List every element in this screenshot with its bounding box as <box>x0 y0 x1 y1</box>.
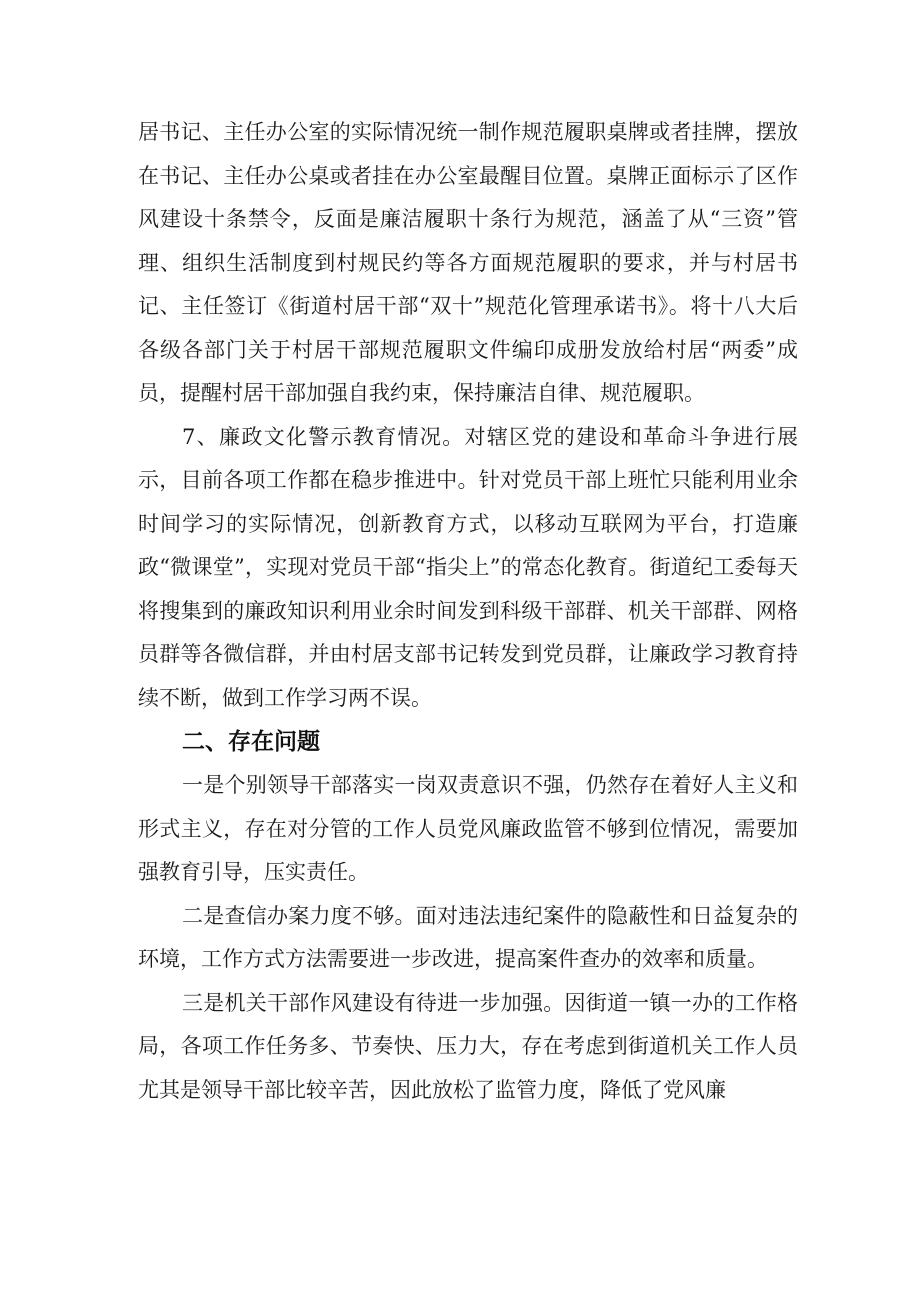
paragraph-issue-one: 一是个别领导干部落实一岗双责意识不强，仍然存在着好人主义和形式主义，存在对分管的工作人员党风廉政监管不够到位情况，需要加强教育引导，压实责任。 <box>138 773 798 884</box>
paragraph-anti-corruption-culture: 7、廉政文化警示教育情况。对辖区党的建设和革命斗争进行展示，目前各项工作都在稳步推进中。针对党员干部上班忙只能利用业余时间学习的实际情况，创新教育方式，以移动互联网为平台，打造廉政“微课堂”，实现对党员干部“指尖上”的常态化教育。街道纪工委每天将搜集到的廉政知识利用业余时间发到科级干部群、机关干部群、网格员群等各微信群，并由村居支部书记转发到党员群，让廉政学习教育持续不断，做到工作学习两不误。 <box>138 424 798 710</box>
paragraph-issue-three: 三是机关干部作风建设有待进一步加强。因街道一镇一办的工作格局，各项工作任务多、节奏快、压力大，存在考虑到街道机关工作人员尤其是领导干部比较辛苦，因此放松了监管力度，降低了党风廉 <box>138 990 798 1102</box>
paragraph-issue-two: 二是查信办案力度不够。面对违法违纪案件的隐蔽性和日益复杂的环境，工作方式方法需要进一步改进，提高案件查办的效率和质量。 <box>138 903 798 971</box>
document-page <box>138 111 798 1112</box>
section-heading-existing-problems: 二、存在问题 <box>182 729 320 755</box>
paragraph-desk-sign-continued: 居书记、主任办公室的实际情况统一制作规范履职桌牌或者挂牌，摆放在书记、主任办公桌或者挂在办公室最醒目位置。桌牌正面标示了区作风建设十条禁令，反面是廉洁履职十条行为规范，涵盖了从“三资”管理、组织生活制度到村规民约等各方面规范履职的要求，并与村居书记、主任签订《街道村居干部“双十”规范化管理承诺书》。将十八大后各级各部门关于村居干部规范履职文件编印成册发放给村居“两委”成员，提醒村居干部加强自我约束，保持廉洁自律、规范履职。 <box>138 120 798 405</box>
